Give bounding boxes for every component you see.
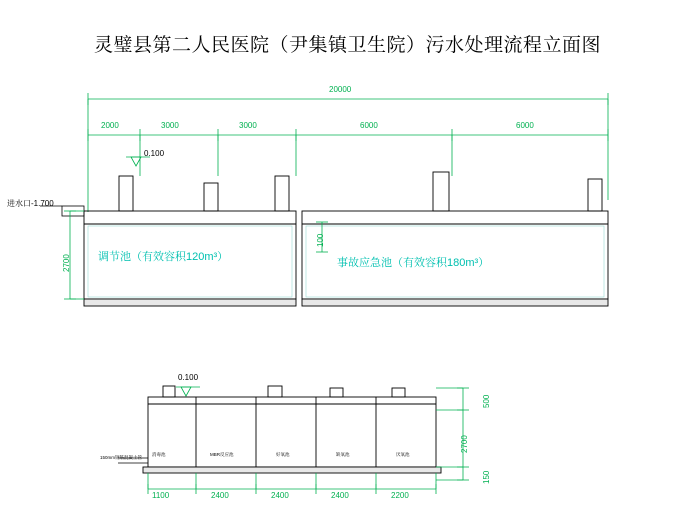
lower-tank-body	[143, 397, 441, 473]
lower-tank-label-1: 消毒池	[152, 452, 166, 457]
upper-dim-2: 3000	[161, 121, 179, 130]
upper-dim-3: 3000	[239, 121, 257, 130]
lower-dim-3: 2400	[271, 491, 289, 500]
lower-dim-2: 2400	[211, 491, 229, 500]
upper-overall-dim	[88, 93, 608, 212]
lower-elevation-label: 0.100	[178, 373, 199, 382]
lower-risers	[163, 386, 405, 397]
upper-height-label: 2700	[62, 254, 71, 272]
upper-tank-2-label: 事故应急池（有效容积180m³）	[337, 257, 490, 269]
upper-risers	[119, 172, 602, 211]
upper-dim-4: 6000	[360, 121, 378, 130]
lower-tank-label-4: 缺氧池	[336, 452, 350, 457]
lower-right-dim-3: 150	[482, 470, 491, 484]
page-title: 灵璧县第二人民医院（尹集镇卫生院）污水处理流程立面图	[93, 35, 601, 56]
lower-right-dims	[436, 388, 469, 480]
upper-elevation-label: 0.100	[144, 149, 165, 158]
upper-elevation-marker	[126, 157, 150, 166]
lower-dim-1: 1100	[152, 491, 170, 500]
inlet-label: 进水口-1.700	[7, 199, 54, 208]
lower-right-dim-2: 2700	[460, 435, 469, 453]
lower-tank-label-2: MBR反应池	[210, 452, 234, 457]
upper-dim-5: 6000	[516, 121, 534, 130]
upper-dim-1: 2000	[101, 121, 119, 130]
lower-elevation-marker	[176, 387, 200, 396]
lower-tank-label-5: 厌氧池	[396, 452, 410, 457]
lower-dim-4: 2400	[331, 491, 349, 500]
upper-wall-label: 100	[316, 233, 325, 247]
lower-pipe-label: 150mm钢筋混凝土管	[100, 455, 143, 460]
lower-dim-5: 2200	[391, 491, 409, 500]
upper-overall-dim-label: 20000	[329, 85, 352, 94]
upper-segment-dims	[88, 129, 608, 176]
lower-right-dim-1: 500	[482, 394, 491, 408]
upper-tank-1-label: 调节池（有效容积120m³）	[98, 251, 229, 263]
lower-tank-label-3: 好氧池	[276, 452, 290, 457]
